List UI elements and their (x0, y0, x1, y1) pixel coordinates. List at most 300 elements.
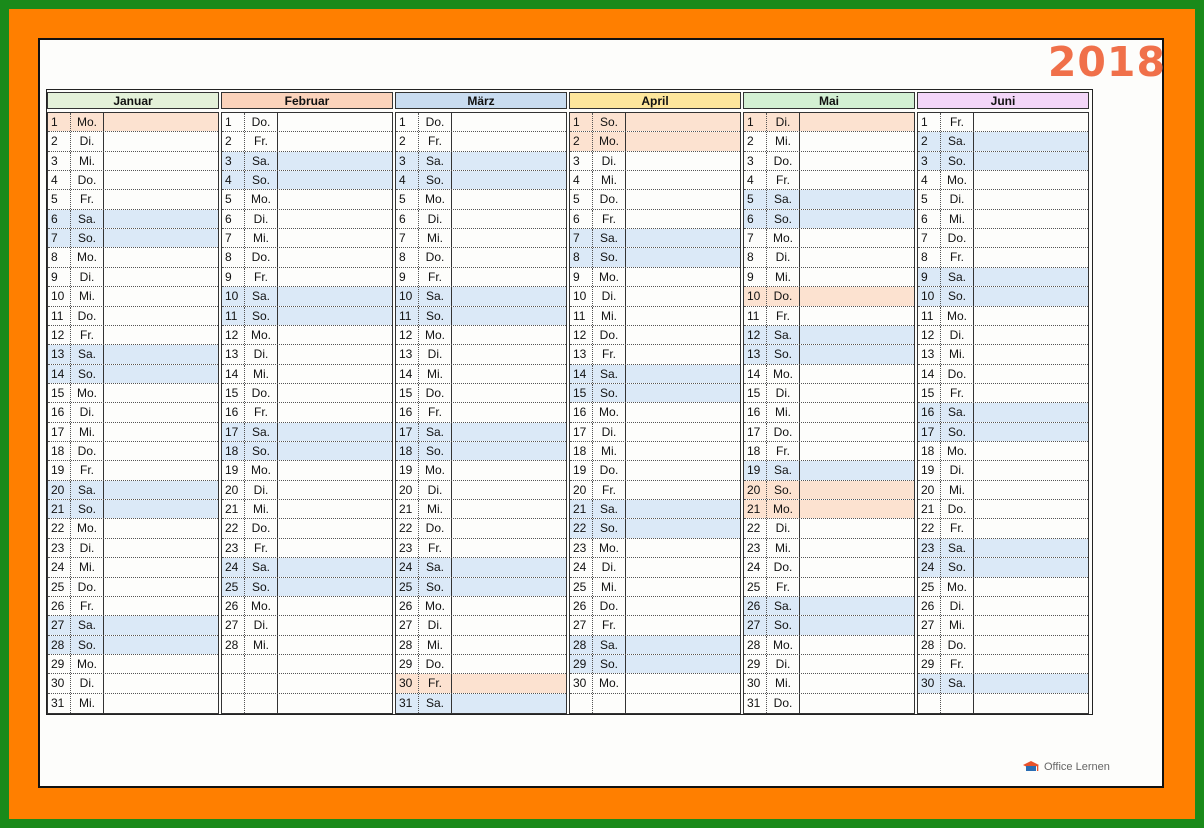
note-cell[interactable] (451, 694, 566, 713)
day-number: 7 (570, 229, 592, 247)
day-row (222, 403, 392, 422)
weekday: Sa. (940, 132, 973, 150)
note-cell[interactable] (625, 442, 740, 460)
note-cell[interactable] (103, 248, 218, 266)
note-cell[interactable] (625, 597, 740, 615)
note-cell[interactable] (277, 132, 392, 150)
note-cell[interactable] (625, 171, 740, 189)
note-cell[interactable] (799, 655, 914, 673)
weekday: Do. (766, 423, 799, 441)
weekday: Do. (418, 384, 451, 402)
day-row (918, 442, 1088, 461)
note-cell[interactable] (799, 307, 914, 325)
note-cell[interactable] (973, 616, 1088, 634)
note-cell[interactable] (799, 500, 914, 518)
note-cell[interactable] (103, 597, 218, 615)
note-cell[interactable] (451, 461, 566, 479)
note-cell[interactable] (277, 113, 392, 131)
note-cell[interactable] (625, 307, 740, 325)
note-cell[interactable] (799, 442, 914, 460)
note-cell[interactable] (625, 578, 740, 596)
note-cell[interactable] (625, 326, 740, 344)
day-number: 7 (921, 231, 928, 246)
weekday: Mi. (940, 210, 973, 228)
note-cell[interactable] (799, 152, 914, 170)
day-number: 1 (570, 113, 592, 131)
day-number: 8 (921, 250, 928, 265)
note-cell[interactable] (799, 229, 914, 247)
note-cell[interactable] (625, 345, 740, 363)
note-cell[interactable] (973, 694, 1088, 713)
day-number: 26 (573, 598, 587, 613)
day-number (222, 694, 244, 713)
note-cell[interactable] (451, 248, 566, 266)
day-row (396, 171, 566, 190)
note-cell[interactable] (973, 190, 1088, 208)
note-cell[interactable] (625, 694, 740, 713)
weekday: Di. (70, 132, 103, 150)
weekday: Sa. (244, 423, 277, 441)
note-cell[interactable] (277, 171, 392, 189)
note-cell[interactable] (799, 481, 914, 499)
note-cell[interactable] (277, 248, 392, 266)
day-row (396, 287, 566, 306)
note-cell[interactable] (625, 519, 740, 537)
note-cell[interactable] (625, 403, 740, 421)
day-number: 15 (51, 385, 65, 400)
note-cell[interactable] (625, 268, 740, 286)
note-cell[interactable] (103, 345, 218, 363)
note-cell[interactable] (451, 539, 566, 557)
day-number: 25 (747, 579, 761, 594)
note-cell[interactable] (973, 597, 1088, 615)
note-cell[interactable] (973, 481, 1088, 499)
note-cell[interactable] (277, 152, 392, 170)
weekday: So. (70, 365, 103, 383)
note-cell[interactable] (625, 636, 740, 654)
day-number: 23 (573, 540, 587, 555)
note-cell[interactable] (103, 461, 218, 479)
day-row (570, 539, 740, 558)
day-row (48, 307, 218, 326)
weekday: So. (592, 248, 625, 266)
day-number: 22 (51, 521, 65, 536)
note-cell[interactable] (451, 519, 566, 537)
day-row (918, 539, 1088, 558)
note-cell[interactable] (799, 558, 914, 576)
day-row (918, 655, 1088, 674)
note-cell[interactable] (973, 152, 1088, 170)
note-cell[interactable] (277, 674, 392, 692)
day-number: 7 (399, 231, 406, 246)
day-row (744, 113, 914, 132)
day-number: 8 (747, 250, 754, 265)
weekday: Mi. (244, 636, 277, 654)
note-cell[interactable] (799, 578, 914, 596)
note-cell[interactable] (103, 558, 218, 576)
weekday: Sa. (70, 481, 103, 499)
note-cell[interactable] (799, 423, 914, 441)
weekday: So. (766, 210, 799, 228)
note-cell[interactable] (625, 481, 740, 499)
day-row (48, 655, 218, 674)
day-row (396, 539, 566, 558)
note-cell[interactable] (625, 190, 740, 208)
note-cell[interactable] (451, 558, 566, 576)
note-cell[interactable] (451, 152, 566, 170)
day-row (744, 171, 914, 190)
note-cell[interactable] (799, 268, 914, 286)
note-cell[interactable] (277, 578, 392, 596)
note-cell[interactable] (277, 326, 392, 344)
weekday: Di. (940, 326, 973, 344)
note-cell[interactable] (103, 694, 218, 713)
note-cell[interactable] (451, 403, 566, 421)
weekday: Di. (418, 481, 451, 499)
note-cell[interactable] (973, 268, 1088, 286)
note-cell[interactable] (103, 519, 218, 537)
note-cell[interactable] (103, 403, 218, 421)
note-cell[interactable] (625, 287, 740, 305)
weekday: Mo. (244, 190, 277, 208)
weekday: Fr. (592, 481, 625, 499)
note-cell[interactable] (103, 287, 218, 305)
note-cell[interactable] (277, 307, 392, 325)
note-cell[interactable] (625, 500, 740, 518)
note-cell[interactable] (625, 152, 740, 170)
note-cell[interactable] (277, 403, 392, 421)
note-cell[interactable] (103, 365, 218, 383)
day-number (918, 694, 940, 713)
weekday: Mi. (70, 694, 103, 713)
note-cell[interactable] (973, 655, 1088, 673)
note-cell[interactable] (277, 597, 392, 615)
note-cell[interactable] (277, 616, 392, 634)
note-cell[interactable] (103, 423, 218, 441)
day-row (396, 597, 566, 616)
day-number: 30 (747, 676, 761, 691)
note-cell[interactable] (451, 132, 566, 150)
note-cell[interactable] (799, 384, 914, 402)
note-cell[interactable] (973, 171, 1088, 189)
day-number: 10 (51, 289, 65, 304)
day-number: 2 (918, 132, 940, 150)
note-cell[interactable] (973, 578, 1088, 596)
note-cell[interactable] (103, 152, 218, 170)
note-cell[interactable] (625, 384, 740, 402)
note-cell[interactable] (451, 326, 566, 344)
note-cell[interactable] (277, 210, 392, 228)
note-cell[interactable] (103, 190, 218, 208)
note-cell[interactable] (799, 674, 914, 692)
note-cell[interactable] (973, 229, 1088, 247)
day-number: 13 (921, 347, 935, 362)
note-cell[interactable] (277, 539, 392, 557)
note-cell[interactable] (799, 190, 914, 208)
note-cell[interactable] (277, 481, 392, 499)
day-number: 16 (51, 405, 65, 420)
note-cell[interactable] (625, 655, 740, 673)
note-cell[interactable] (277, 558, 392, 576)
note-cell[interactable] (799, 345, 914, 363)
note-cell[interactable] (625, 539, 740, 557)
day-number: 9 (51, 269, 58, 284)
note-cell[interactable] (451, 190, 566, 208)
day-row (222, 345, 392, 364)
note-cell[interactable] (103, 616, 218, 634)
month-days (395, 112, 567, 714)
note-cell[interactable] (973, 519, 1088, 537)
note-cell[interactable] (625, 132, 740, 150)
note-cell[interactable] (799, 326, 914, 344)
note-cell[interactable] (973, 210, 1088, 228)
note-cell[interactable] (799, 287, 914, 305)
weekday: Do. (766, 152, 799, 170)
weekday: Fr. (418, 403, 451, 421)
day-row (570, 152, 740, 171)
day-number: 23 (51, 540, 65, 555)
day-number: 28 (399, 637, 413, 652)
note-cell[interactable] (103, 674, 218, 692)
note-cell[interactable] (277, 442, 392, 460)
weekday: Mi. (244, 365, 277, 383)
note-cell[interactable] (451, 674, 566, 692)
note-cell[interactable] (973, 674, 1088, 692)
weekday: Sa. (70, 616, 103, 634)
day-row (744, 616, 914, 635)
day-number: 20 (399, 482, 413, 497)
note-cell[interactable] (799, 210, 914, 228)
day-number: 31 (396, 694, 418, 713)
note-cell[interactable] (451, 307, 566, 325)
note-cell[interactable] (451, 113, 566, 131)
day-number: 12 (573, 327, 587, 342)
note-cell[interactable] (625, 558, 740, 576)
day-number: 20 (744, 481, 766, 499)
day-number: 8 (51, 250, 58, 265)
weekday: Mo. (70, 384, 103, 402)
day-row (570, 461, 740, 480)
note-cell[interactable] (799, 461, 914, 479)
day-row (222, 655, 392, 674)
day-number: 26 (225, 598, 239, 613)
weekday: Di. (766, 113, 799, 131)
note-cell[interactable] (799, 636, 914, 654)
note-cell[interactable] (277, 519, 392, 537)
day-number: 2 (51, 134, 58, 149)
note-cell[interactable] (625, 616, 740, 634)
day-row (918, 578, 1088, 597)
note-cell[interactable] (973, 365, 1088, 383)
note-cell[interactable] (799, 616, 914, 634)
note-cell[interactable] (799, 113, 914, 131)
day-number: 25 (396, 578, 418, 596)
note-cell[interactable] (799, 403, 914, 421)
note-cell[interactable] (103, 132, 218, 150)
note-cell[interactable] (625, 113, 740, 131)
note-cell[interactable] (451, 500, 566, 518)
note-cell[interactable] (451, 365, 566, 383)
month-column (569, 92, 741, 714)
note-cell[interactable] (451, 442, 566, 460)
day-row (744, 326, 914, 345)
note-cell[interactable] (625, 229, 740, 247)
note-cell[interactable] (625, 365, 740, 383)
note-cell[interactable] (625, 423, 740, 441)
day-number: 22 (399, 521, 413, 536)
weekday: Mo. (592, 403, 625, 421)
note-cell[interactable] (625, 674, 740, 692)
note-cell[interactable] (277, 461, 392, 479)
note-cell[interactable] (451, 597, 566, 615)
note-cell[interactable] (799, 132, 914, 150)
day-number: 21 (48, 500, 70, 518)
day-row (396, 636, 566, 655)
day-number: 17 (396, 423, 418, 441)
day-number: 5 (573, 192, 580, 207)
weekday: Sa. (244, 558, 277, 576)
note-cell[interactable] (799, 539, 914, 557)
day-row (48, 461, 218, 480)
day-number: 29 (51, 656, 65, 671)
note-cell[interactable] (103, 326, 218, 344)
note-cell[interactable] (973, 307, 1088, 325)
note-cell[interactable] (451, 616, 566, 634)
month-header: Januar (47, 92, 219, 109)
note-cell[interactable] (103, 636, 218, 654)
weekday: Do. (70, 171, 103, 189)
note-cell[interactable] (799, 248, 914, 266)
note-cell[interactable] (103, 500, 218, 518)
note-cell[interactable] (277, 287, 392, 305)
note-cell[interactable] (799, 597, 914, 615)
note-cell[interactable] (103, 578, 218, 596)
note-cell[interactable] (277, 694, 392, 713)
note-cell[interactable] (103, 268, 218, 286)
weekday: Mi. (766, 403, 799, 421)
note-cell[interactable] (451, 481, 566, 499)
note-cell[interactable] (277, 423, 392, 441)
note-cell[interactable] (625, 461, 740, 479)
month-days (47, 112, 219, 714)
note-cell[interactable] (103, 171, 218, 189)
day-number: 3 (222, 152, 244, 170)
note-cell[interactable] (103, 210, 218, 228)
month-header: Februar (221, 92, 393, 109)
day-number: 19 (399, 463, 413, 478)
note-cell[interactable] (973, 345, 1088, 363)
note-cell[interactable] (451, 345, 566, 363)
day-number: 10 (573, 289, 587, 304)
note-cell[interactable] (103, 384, 218, 402)
note-cell[interactable] (973, 248, 1088, 266)
note-cell[interactable] (973, 287, 1088, 305)
weekday: Fr. (244, 539, 277, 557)
note-cell[interactable] (103, 113, 218, 131)
note-cell[interactable] (451, 636, 566, 654)
day-row (222, 171, 392, 190)
note-cell[interactable] (973, 539, 1088, 557)
note-cell[interactable] (451, 287, 566, 305)
note-cell[interactable] (973, 442, 1088, 460)
weekday: Mo. (592, 268, 625, 286)
day-number: 21 (744, 500, 766, 518)
note-cell[interactable] (973, 326, 1088, 344)
note-cell[interactable] (451, 268, 566, 286)
day-row (48, 616, 218, 635)
day-number: 3 (747, 153, 754, 168)
note-cell[interactable] (277, 500, 392, 518)
weekday: Do. (418, 519, 451, 537)
note-cell[interactable] (103, 539, 218, 557)
note-cell[interactable] (799, 519, 914, 537)
note-cell[interactable] (277, 345, 392, 363)
note-cell[interactable] (451, 171, 566, 189)
note-cell[interactable] (799, 171, 914, 189)
month-days (221, 112, 393, 714)
note-cell[interactable] (103, 442, 218, 460)
day-number: 11 (573, 308, 586, 323)
day-row (222, 481, 392, 500)
day-row (48, 597, 218, 616)
note-cell[interactable] (277, 190, 392, 208)
note-cell[interactable] (973, 636, 1088, 654)
day-number: 28 (570, 636, 592, 654)
day-row (744, 268, 914, 287)
note-cell[interactable] (973, 132, 1088, 150)
weekday: Mi. (766, 539, 799, 557)
day-number: 28 (48, 636, 70, 654)
note-cell[interactable] (973, 558, 1088, 576)
note-cell[interactable] (103, 481, 218, 499)
note-cell[interactable] (973, 461, 1088, 479)
note-cell[interactable] (277, 365, 392, 383)
note-cell[interactable] (625, 210, 740, 228)
day-row (744, 481, 914, 500)
note-cell[interactable] (277, 655, 392, 673)
note-cell[interactable] (451, 384, 566, 402)
note-cell[interactable] (799, 694, 914, 713)
note-cell[interactable] (973, 384, 1088, 402)
note-cell[interactable] (799, 365, 914, 383)
note-cell[interactable] (277, 384, 392, 402)
day-number: 19 (921, 463, 935, 478)
day-number: 16 (747, 405, 761, 420)
note-cell[interactable] (973, 500, 1088, 518)
note-cell[interactable] (625, 248, 740, 266)
weekday: Do. (244, 384, 277, 402)
note-cell[interactable] (973, 403, 1088, 421)
day-row (744, 655, 914, 674)
note-cell[interactable] (451, 229, 566, 247)
note-cell[interactable] (973, 423, 1088, 441)
note-cell[interactable] (103, 307, 218, 325)
weekday: Fr. (244, 132, 277, 150)
day-number: 15 (225, 385, 239, 400)
note-cell[interactable] (103, 655, 218, 673)
note-cell[interactable] (103, 229, 218, 247)
note-cell[interactable] (451, 423, 566, 441)
note-cell[interactable] (973, 113, 1088, 131)
note-cell[interactable] (277, 636, 392, 654)
note-cell[interactable] (451, 655, 566, 673)
note-cell[interactable] (451, 210, 566, 228)
note-cell[interactable] (277, 229, 392, 247)
day-row (48, 326, 218, 345)
day-number: 17 (747, 424, 761, 439)
note-cell[interactable] (451, 578, 566, 596)
note-cell[interactable] (277, 268, 392, 286)
